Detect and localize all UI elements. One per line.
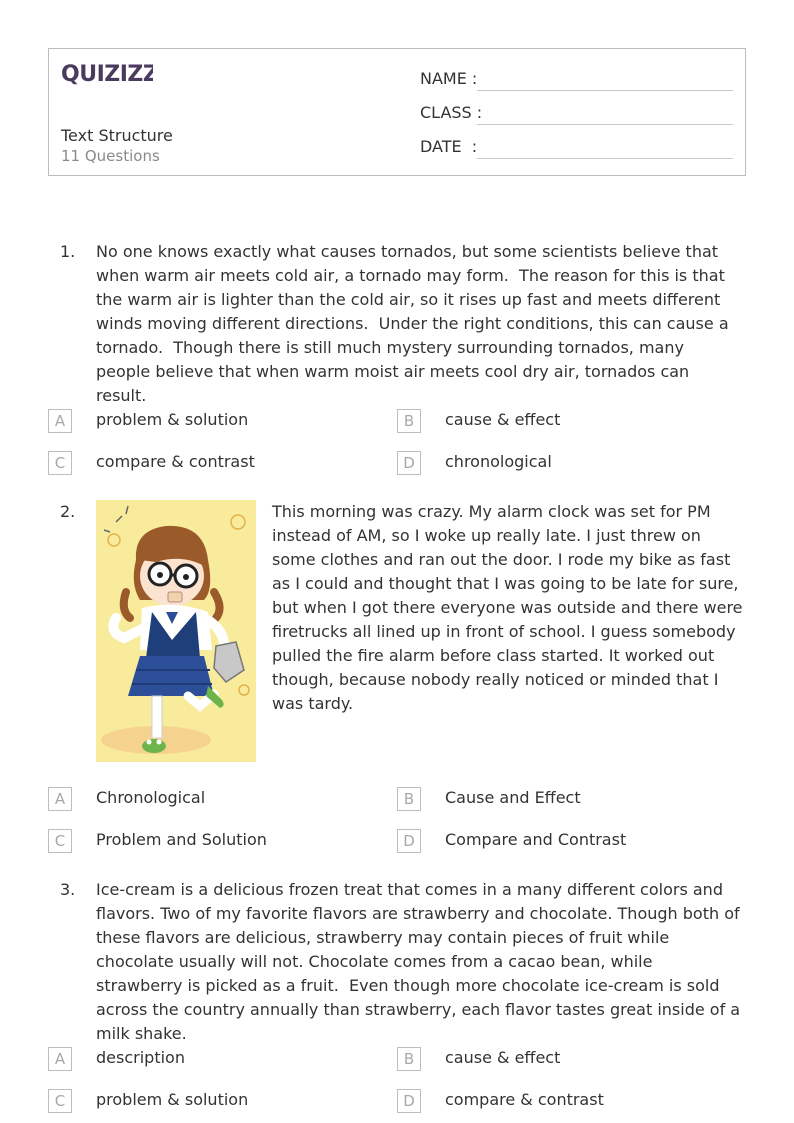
question-3-option-d[interactable]: [397, 1089, 717, 1113]
option-letter: B: [397, 787, 421, 811]
date-line[interactable]: [477, 158, 733, 159]
name-line[interactable]: [477, 90, 733, 91]
worksheet-title: Text Structure: [61, 126, 173, 145]
svg-text:QUIZIZZ: QUIZIZZ: [61, 62, 153, 87]
option-text: Chronological: [96, 788, 206, 807]
option-letter: B: [397, 1047, 421, 1071]
question-2-option-b[interactable]: [397, 787, 717, 811]
question-1-option-a[interactable]: [48, 409, 368, 433]
option-letter: D: [397, 829, 421, 853]
question-1-option-d[interactable]: [397, 451, 717, 475]
option-letter: B: [397, 409, 421, 433]
question-3-option-c[interactable]: [48, 1089, 368, 1113]
question-2-option-d[interactable]: [397, 829, 717, 853]
question-count: 11 Questions: [61, 147, 160, 165]
option-letter: C: [48, 1089, 72, 1113]
girl-running-late-illustration: [96, 500, 256, 762]
option-text: cause & effect: [445, 1048, 561, 1067]
option-text: compare & contrast: [445, 1090, 604, 1109]
option-text: Compare and Contrast: [445, 830, 627, 849]
quizizz-logo-icon: [61, 59, 153, 87]
option-text: problem & solution: [96, 410, 249, 429]
option-letter: A: [48, 1047, 72, 1071]
question-1-option-c[interactable]: [48, 451, 368, 475]
option-text: description: [96, 1048, 185, 1067]
question-1-text: No one knows exactly what causes tornados, but some scientists believe that when warm air meets cold air, a tornado may form. The reason for this is that the warm air is lighter than the cold air, so it rises up fast and meets different winds moving different directions. Under the right conditions, this can cause a tornado. Though there is still much mystery surrounding tornados, many people believe that when warm moist air meets cool dry air, tornados can result.: [96, 242, 734, 405]
question-2-number: 2.: [60, 502, 76, 521]
class-line[interactable]: [477, 124, 733, 125]
date-label: DATE :: [420, 137, 478, 156]
question-3-number: 3.: [60, 880, 76, 899]
question-1-option-b[interactable]: [397, 409, 717, 433]
question-2-option-a[interactable]: [48, 787, 368, 811]
option-text: chronological: [445, 452, 552, 471]
question-2-option-c[interactable]: [48, 829, 368, 853]
option-letter: A: [48, 787, 72, 811]
worksheet-header: [48, 48, 746, 176]
girl-illustration-icon: [96, 500, 256, 762]
class-label: CLASS :: [420, 103, 483, 122]
option-letter: D: [397, 1089, 421, 1113]
name-label: NAME :: [420, 69, 478, 88]
option-text: Problem and Solution: [96, 830, 267, 849]
option-text: problem & solution: [96, 1090, 249, 1109]
option-text: compare & contrast: [96, 452, 255, 471]
option-text: Cause and Effect: [445, 788, 581, 807]
option-letter: D: [397, 451, 421, 475]
option-letter: C: [48, 829, 72, 853]
question-3-text: Ice-cream is a delicious frozen treat that comes in a many different colors and flavors. Two of my favorite flavors are strawberry and chocolate. Though both of these flavors are delicious, strawberry may contain pieces of fruit while chocolate usually will not. Chocolate comes from a cacao bean, while strawberry is picked as a fruit. Even though more chocolate ice-cream is sold across the country annually than strawberry, each flavor tastes great inside of a milk shake.: [96, 880, 746, 1043]
question-3-option-b[interactable]: [397, 1047, 717, 1071]
quizizz-logo: [61, 59, 153, 91]
question-2-text: This morning was crazy. My alarm clock was set for PM instead of AM, so I woke up really late. I just threw on some clothes and ran out the door. I rode my bike as fast as I could and thought that I was going to be late for sure, but when I got there everyone was outside and there were firetrucks all lined up in front of school. I guess somebody pulled the fire alarm before class started. It worked out though, because nobody really noticed or minded that I was tardy.: [272, 502, 743, 713]
option-text: cause & effect: [445, 410, 561, 429]
question-1-number: 1.: [60, 242, 76, 261]
option-letter: C: [48, 451, 72, 475]
option-letter: A: [48, 409, 72, 433]
question-3-option-a[interactable]: [48, 1047, 368, 1071]
